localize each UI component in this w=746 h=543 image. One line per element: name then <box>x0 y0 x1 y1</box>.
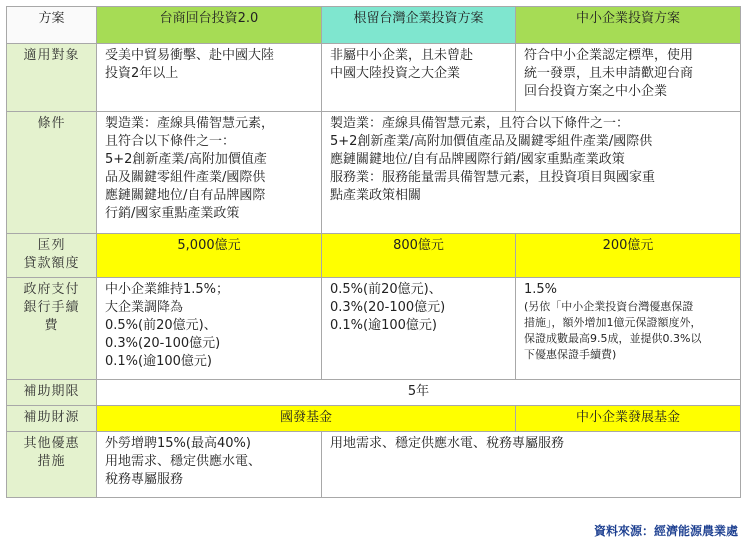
cell-other-1: 外勞增聘15%(最高40%) 用地需求、穩定供應水電、 稅務專屬服務 <box>97 432 322 498</box>
table-row-loan <box>7 234 741 278</box>
cell-fee-3 <box>516 278 741 380</box>
cell-loan-3: 200億元 <box>516 234 741 278</box>
cell-target-1: 受美中貿易衝擊、赴中國大陸 投資2年以上 <box>97 44 322 112</box>
header-plan: 方案 <box>7 7 97 44</box>
fee-3-main: 1.5% <box>524 282 558 297</box>
header-taiwanese-business-return: 台商回台投資2.0 <box>97 7 322 44</box>
header-row <box>7 7 741 44</box>
row-label-period: 補助期限 <box>7 380 97 406</box>
fee-3-note: (另依「中小企業投資台灣優惠保證 措施」，額外增加1億元保證額度外， 保證成數最高9.5成，並提供0.3%以 下優惠保證手續費) <box>524 300 702 361</box>
header-stay-rooted-taiwan: 根留台灣企業投資方案 <box>322 7 516 44</box>
cell-target-2: 非屬中小企業，且未曾赴 中國大陸投資之大企業 <box>322 44 516 112</box>
cell-period: 5年 <box>97 380 741 406</box>
cell-conditions-1: 製造業：產線具備智慧元素， 且符合以下條件之一： 5+2創新產業/高附加價值產 品及關鍵零組件產業/國際供 應鏈關鍵地位/自有品牌國際 行銷/國家重點產業政策 <box>97 112 322 234</box>
table-row-conditions <box>7 112 741 234</box>
row-label-conditions: 條件 <box>7 112 97 234</box>
row-label-other: 其他優惠 措施 <box>7 432 97 498</box>
cell-other-2-3: 用地需求、穩定供應水電、稅務專屬服務 <box>322 432 741 498</box>
table-row-other <box>7 432 741 498</box>
cell-fee-1: 中小企業維持1.5%； 大企業調降為 0.5%(前20億元)、 0.3%(20-100億元) 0.1%(逾100億元) <box>97 278 322 380</box>
cell-loan-2: 800億元 <box>322 234 516 278</box>
cell-fee-2: 0.5%(前20億元)、 0.3%(20-100億元) 0.1%(逾100億元) <box>322 278 516 380</box>
cell-loan-1: 5,000億元 <box>97 234 322 278</box>
row-label-loan: 匡列 貸款額度 <box>7 234 97 278</box>
investment-plan-comparison-table <box>6 6 741 498</box>
table-row-target <box>7 44 741 112</box>
header-sme-investment: 中小企業投資方案 <box>516 7 741 44</box>
cell-target-3: 符合中小企業認定標準，使用 統一發票，且未申請歡迎台商 回台投資方案之中小企業 <box>516 44 741 112</box>
source-caption: 資料來源：經濟能源農業處 <box>593 524 738 538</box>
cell-funding-1-2: 國發基金 <box>97 406 516 432</box>
table-row-fee <box>7 278 741 380</box>
cell-funding-3: 中小企業發展基金 <box>516 406 741 432</box>
row-label-target: 適用對象 <box>7 44 97 112</box>
table-row-funding <box>7 406 741 432</box>
table-row-period <box>7 380 741 406</box>
row-label-fee: 政府支付 銀行手續 費 <box>7 278 97 380</box>
cell-conditions-2-3: 製造業：產線具備智慧元素，且符合以下條件之一： 5+2創新產業/高附加價值產品及關鍵零組件產業/國際供 應鏈關鍵地位/自有品牌國際行銷/國家重點產業政策 服務業：服務能量需具備智慧元素，且投資項目與國家重 點產業政策相關 <box>322 112 741 234</box>
row-label-funding: 補助財源 <box>7 406 97 432</box>
